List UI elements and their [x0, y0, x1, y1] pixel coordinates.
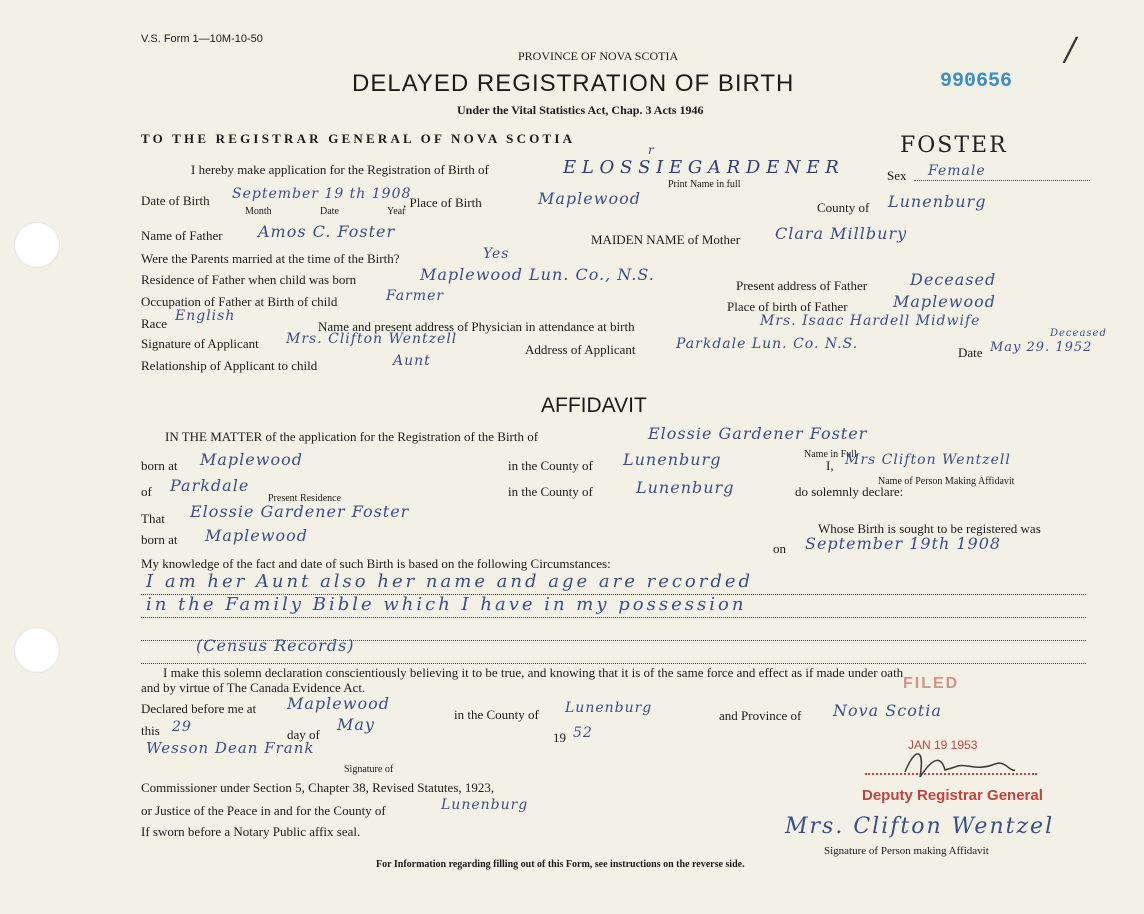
serial-number: 990656	[940, 70, 1013, 93]
stamp-date: JAN 19 1953	[908, 738, 978, 752]
pob-label: , Place of Birth	[403, 195, 482, 210]
sex-value: Female	[928, 163, 986, 179]
physician-note: Deceased	[1050, 328, 1107, 339]
circ-line-1: I am her Aunt also her name and age are recorded	[146, 571, 754, 592]
date-label: Date	[958, 345, 983, 360]
matter-value: Elossie Gardener Foster	[648, 424, 868, 443]
mother-value: Clara Millbury	[775, 224, 908, 243]
to-registrar-line: TO THE REGISTRAR GENERAL OF NOVA SCOTIA	[141, 131, 576, 146]
that-value: Elossie Gardener Foster	[190, 502, 410, 521]
present-father-value: Deceased	[910, 270, 997, 289]
occupation-value: Farmer	[386, 288, 445, 304]
on-value: September 19th 1908	[805, 534, 1002, 553]
declared-label: Declared before me at	[141, 701, 257, 716]
deponent-value: Mrs Clifton Wentzell	[845, 452, 1011, 468]
dob-value: September 19 th 1908	[232, 186, 412, 202]
deponent-sig-caption: Signature of Person making Affidavit	[824, 845, 989, 857]
punch-hole-bottom	[14, 627, 60, 673]
solemn-line-1: I make this solemn declaration conscientiously believing it to be true, and knowing that it is of the same force and effect as if made under oath	[163, 665, 904, 680]
matter-text: IN THE MATTER of the application for the Registration of the Birth of	[165, 429, 539, 444]
born-at2-value: Maplewood	[205, 526, 308, 545]
county1-value: Lunenburg	[623, 450, 722, 469]
pob-value: Maplewood	[538, 189, 641, 208]
born-at-value: Maplewood	[200, 450, 303, 469]
knowledge-text: My knowledge of the fact and date of such Birth is based on the following Circumstances:	[141, 556, 611, 571]
i-label: I,	[826, 458, 834, 473]
day-of-label: day of	[287, 727, 320, 742]
father-label: Name of Father	[141, 228, 223, 243]
day-value: 29	[172, 719, 192, 735]
present-father-label: Present address of Father	[736, 278, 868, 293]
check-mark: /	[1065, 30, 1077, 68]
print-name-caption: Print Name in full	[668, 179, 741, 190]
filed-stamp: FILED	[903, 675, 960, 692]
of-value: Parkdale	[170, 476, 250, 495]
father-value: Amos C. Foster	[258, 222, 396, 241]
county-value: Lunenburg	[888, 192, 987, 211]
affidavit-heading: AFFIDAVIT	[541, 394, 647, 417]
county3-value: Lunenburg	[565, 700, 653, 716]
form-id: V.S. Form 1—10M-10-50	[141, 33, 263, 45]
married-label: Were the Parents married at the time of the Birth?	[141, 251, 400, 266]
born-at2-label: born at	[141, 532, 178, 547]
on-label: on	[773, 541, 786, 556]
race-value: English	[175, 308, 236, 324]
declared-value: Maplewood	[287, 694, 390, 713]
notary-line: If sworn before a Notary Public affix seal.	[141, 824, 361, 839]
physician-value: Mrs. Isaac Hardell Midwife	[760, 313, 981, 329]
circ-line-3: (Census Records)	[196, 636, 355, 655]
sex-label: Sex	[887, 168, 907, 183]
whose-birth-text: Whose Birth is sought to be registered was	[818, 521, 1041, 536]
month-caption: Month	[245, 206, 272, 217]
present-res-caption: Present Residence	[268, 493, 342, 504]
sig-applicant-label: Signature of Applicant	[141, 336, 259, 351]
application-intro: I hereby make application for the Registration of Birth of	[191, 162, 489, 177]
declare-text: do solemnly declare:	[795, 484, 904, 499]
province-heading: PROVINCE OF NOVA SCOTIA	[518, 49, 679, 63]
res-father-label: Residence of Father when child was born	[141, 272, 357, 287]
child-surname-value: FOSTER	[900, 133, 1008, 158]
county-label: County of	[817, 200, 870, 215]
province-value: Nova Scotia	[833, 701, 942, 720]
deputy-registrar-stamp: Deputy Registrar General	[862, 787, 1043, 804]
child-name-insert: r	[648, 143, 655, 157]
province-label: and Province of	[719, 708, 802, 723]
date-value: May 29. 1952	[990, 340, 1093, 355]
born-at-label: born at	[141, 458, 178, 473]
deponent-signature: Mrs. Clifton Wentzel	[785, 814, 1055, 839]
mother-label: MAIDEN NAME of Mother	[591, 232, 741, 247]
year-prefix: 19	[553, 730, 566, 745]
of-label: of	[141, 484, 152, 499]
that-label: That	[141, 511, 165, 526]
race-label: Race	[141, 316, 167, 331]
page-title: DELAYED REGISTRATION OF BIRTH	[352, 70, 795, 97]
physician-label: Name and present address of Physician in attendance at birth	[318, 319, 635, 334]
addr-applicant-label: Address of Applicant	[525, 342, 636, 357]
circ-line-2: in the Family Bible which I have in my possession	[146, 594, 747, 615]
punch-hole-top	[14, 222, 60, 268]
married-value: Yes	[483, 246, 510, 262]
res-father-value: Maplewood Lun. Co., N.S.	[420, 265, 655, 284]
year-value: 52	[573, 725, 593, 741]
footer-note: For Information regarding filling out of this Form, see instructions on the reverse side.	[376, 859, 745, 870]
pob-father-label: Place of birth of Father	[727, 299, 848, 314]
relationship-label: Relationship of Applicant to child	[141, 358, 318, 373]
deponent-caption: Name of Person Making Affidavit	[878, 476, 1015, 487]
county2-value: Lunenburg	[636, 478, 735, 497]
justice-county-value: Lunenburg	[441, 797, 529, 813]
registrar-signature	[900, 742, 1020, 787]
year-caption: Year	[387, 206, 406, 217]
date-caption: Date	[320, 206, 339, 217]
child-name-value: E L O S S I E G A R D E N E R	[563, 157, 839, 178]
commissioner-signature: Wesson Dean Frank	[146, 739, 315, 757]
relationship-value: Aunt	[393, 353, 431, 369]
commissioner-line: Commissioner under Section 5, Chapter 38, Revised Statutes, 1923,	[141, 780, 495, 795]
in-county-label-1: in the County of	[508, 458, 593, 473]
justice-line: or Justice of the Peace in and for the County of	[141, 803, 386, 818]
addr-applicant-value: Parkdale Lun. Co. N.S.	[676, 336, 859, 352]
this-label: this	[141, 723, 160, 738]
in-county-label-2: in the County of	[508, 484, 593, 499]
pob-father-value: Maplewood	[893, 292, 996, 311]
occupation-label: Occupation of Father at Birth of child	[141, 294, 338, 309]
month-value: May	[337, 715, 375, 734]
name-in-full-caption: Name in Full	[804, 449, 857, 460]
solemn-line-2: and by virtue of The Canada Evidence Act.	[141, 680, 366, 695]
signature-of-caption: Signature of	[344, 764, 394, 775]
in-county-label-3: in the County of	[454, 707, 539, 722]
dob-label: Date of Birth	[141, 193, 210, 208]
sig-applicant-value: Mrs. Clifton Wentzell	[286, 331, 458, 347]
act-subtitle: Under the Vital Statistics Act, Chap. 3 Acts 1946	[457, 103, 704, 117]
